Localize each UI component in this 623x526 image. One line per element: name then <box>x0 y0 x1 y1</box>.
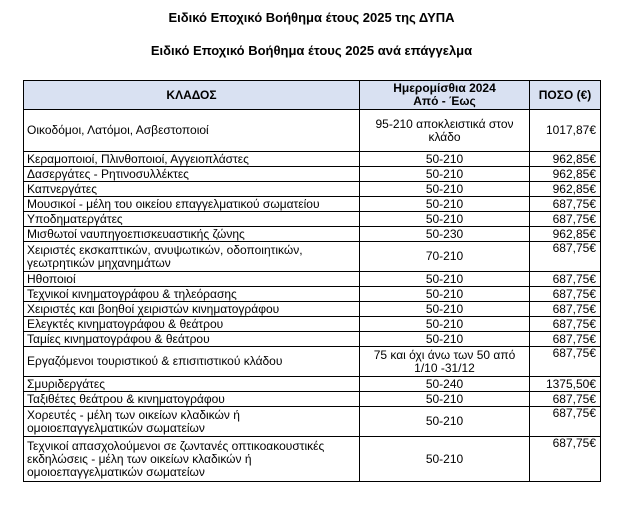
amount-cell: 962,85€ <box>530 167 601 182</box>
table-row <box>24 377 601 392</box>
sector-cell: Εργαζόμενοι τουριστικού & επισιτιστικού κλάδου <box>24 347 360 377</box>
days-cell: 50-210 <box>360 197 530 212</box>
sector-cell: Χορευτές - μέλη των οικείων κλαδικών ή ομοιοεπαγγελματικών σωματείων <box>24 407 360 437</box>
table-row <box>24 182 601 197</box>
sector-cell: Ελεγκτές κινηματογράφου & θεάτρου <box>24 317 360 332</box>
sector-cell: Ταξιθέτες θεάτρου & κινηματογράφου <box>24 392 360 407</box>
amount-cell: 687,75€ <box>530 317 601 332</box>
table-row <box>24 437 601 482</box>
header-days <box>360 81 530 110</box>
days-cell: 50-210 <box>360 182 530 197</box>
amount-cell: 687,75€ <box>530 272 601 287</box>
sector-cell: Κεραμοποιοί, Πλινθοποιοί, Αγγειοπλάστες <box>24 152 360 167</box>
sector-cell: Σμυριδεργάτες <box>24 377 360 392</box>
days-cell: 50-230 <box>360 227 530 242</box>
amount-cell: 687,75€ <box>530 347 601 377</box>
table-row <box>24 287 601 302</box>
header-days-line2: Από - Έως <box>413 94 476 108</box>
days-cell: 50-210 <box>360 317 530 332</box>
amount-cell: 687,75€ <box>530 197 601 212</box>
sector-cell: Ταμίες κινηματογράφου & θεάτρου <box>24 332 360 347</box>
days-cell: 50-240 <box>360 377 530 392</box>
amount-cell: 1375,50€ <box>530 377 601 392</box>
table-row <box>24 167 601 182</box>
table-row <box>24 272 601 287</box>
amount-cell: 687,75€ <box>530 287 601 302</box>
table-row <box>24 152 601 167</box>
sector-cell: Δασεργάτες - Ρητινοσυλλέκτες <box>24 167 360 182</box>
days-cell: 50-210 <box>360 407 530 437</box>
sector-cell: Τεχνικοί κινηματογράφου & τηλεόρασης <box>24 287 360 302</box>
sector-cell: Χειριστές εκσκαπτικών, ανυψωτικών, οδοποιητικών, γεωτρητικών μηχανημάτων <box>24 242 360 272</box>
header-sector: ΚΛΑΔΟΣ <box>24 81 360 110</box>
days-cell: 75 και όχι άνω των 50 από 1/10 -31/12 <box>360 347 530 377</box>
header-days-line1: Ημερομίσθια 2024 <box>393 81 496 95</box>
table-row <box>24 407 601 437</box>
days-cell: 95-210 αποκλειστικά στον κλάδο <box>360 110 530 152</box>
sector-cell: Ηθοποιοί <box>24 272 360 287</box>
days-cell: 50-210 <box>360 392 530 407</box>
amount-cell: 687,75€ <box>530 407 601 437</box>
table-row <box>24 392 601 407</box>
amount-cell: 687,75€ <box>530 332 601 347</box>
sector-cell: Χειριστές και βοηθοί χειριστών κινηματογράφου <box>24 302 360 317</box>
days-cell: 50-210 <box>360 287 530 302</box>
days-cell: 70-210 <box>360 242 530 272</box>
sector-cell: Οικοδόμοι, Λατόμοι, Ασβεστοποιοί <box>24 110 360 152</box>
table-row <box>24 242 601 272</box>
table-row <box>24 197 601 212</box>
table-row <box>24 332 601 347</box>
header-amount: ΠΟΣΟ (€) <box>530 81 601 110</box>
amount-cell: 962,85€ <box>530 182 601 197</box>
amount-cell: 687,75€ <box>530 392 601 407</box>
amount-cell: 962,85€ <box>530 152 601 167</box>
table-row <box>24 302 601 317</box>
benefit-table <box>23 80 601 482</box>
amount-cell: 1017,87€ <box>530 110 601 152</box>
sector-cell: Υποδηματεργάτες <box>24 212 360 227</box>
amount-cell: 962,85€ <box>530 227 601 242</box>
sector-cell: Μισθωτοί ναυπηγοεπισκευαστικής ζώνης <box>24 227 360 242</box>
amount-cell: 687,75€ <box>530 212 601 227</box>
days-cell: 50-210 <box>360 152 530 167</box>
days-cell: 50-210 <box>360 332 530 347</box>
table-row <box>24 110 601 152</box>
amount-cell: 687,75€ <box>530 242 601 272</box>
table-row <box>24 317 601 332</box>
sector-cell: Μουσικοί - μέλη του οικείου επαγγελματικού σωματείου <box>24 197 360 212</box>
sector-cell: Καπνεργάτες <box>24 182 360 197</box>
table-title: Ειδικό Εποχικό Βοήθημα έτους 2025 ανά επάγγελμα <box>150 43 473 58</box>
amount-cell: 687,75€ <box>530 437 601 482</box>
table-row <box>24 212 601 227</box>
days-cell: 50-210 <box>360 272 530 287</box>
table-row <box>24 227 601 242</box>
days-cell: 50-210 <box>360 302 530 317</box>
days-cell: 50-210 <box>360 167 530 182</box>
amount-cell: 687,75€ <box>530 302 601 317</box>
table-row <box>24 347 601 377</box>
days-cell: 50-210 <box>360 212 530 227</box>
days-cell: 50-210 <box>360 437 530 482</box>
document-title: Ειδικό Εποχικό Βοήθημα έτους 2025 της ΔΥΠΑ <box>168 10 455 25</box>
table-header-row <box>24 81 601 110</box>
sector-cell: Τεχνικοί απασχολούμενοι σε ζωντανές οπτικοακουστικές εκδηλώσεις - μέλη των οικείων κλαδικών ή ομοιοεπαγγελματικών σωματείων <box>24 437 360 482</box>
